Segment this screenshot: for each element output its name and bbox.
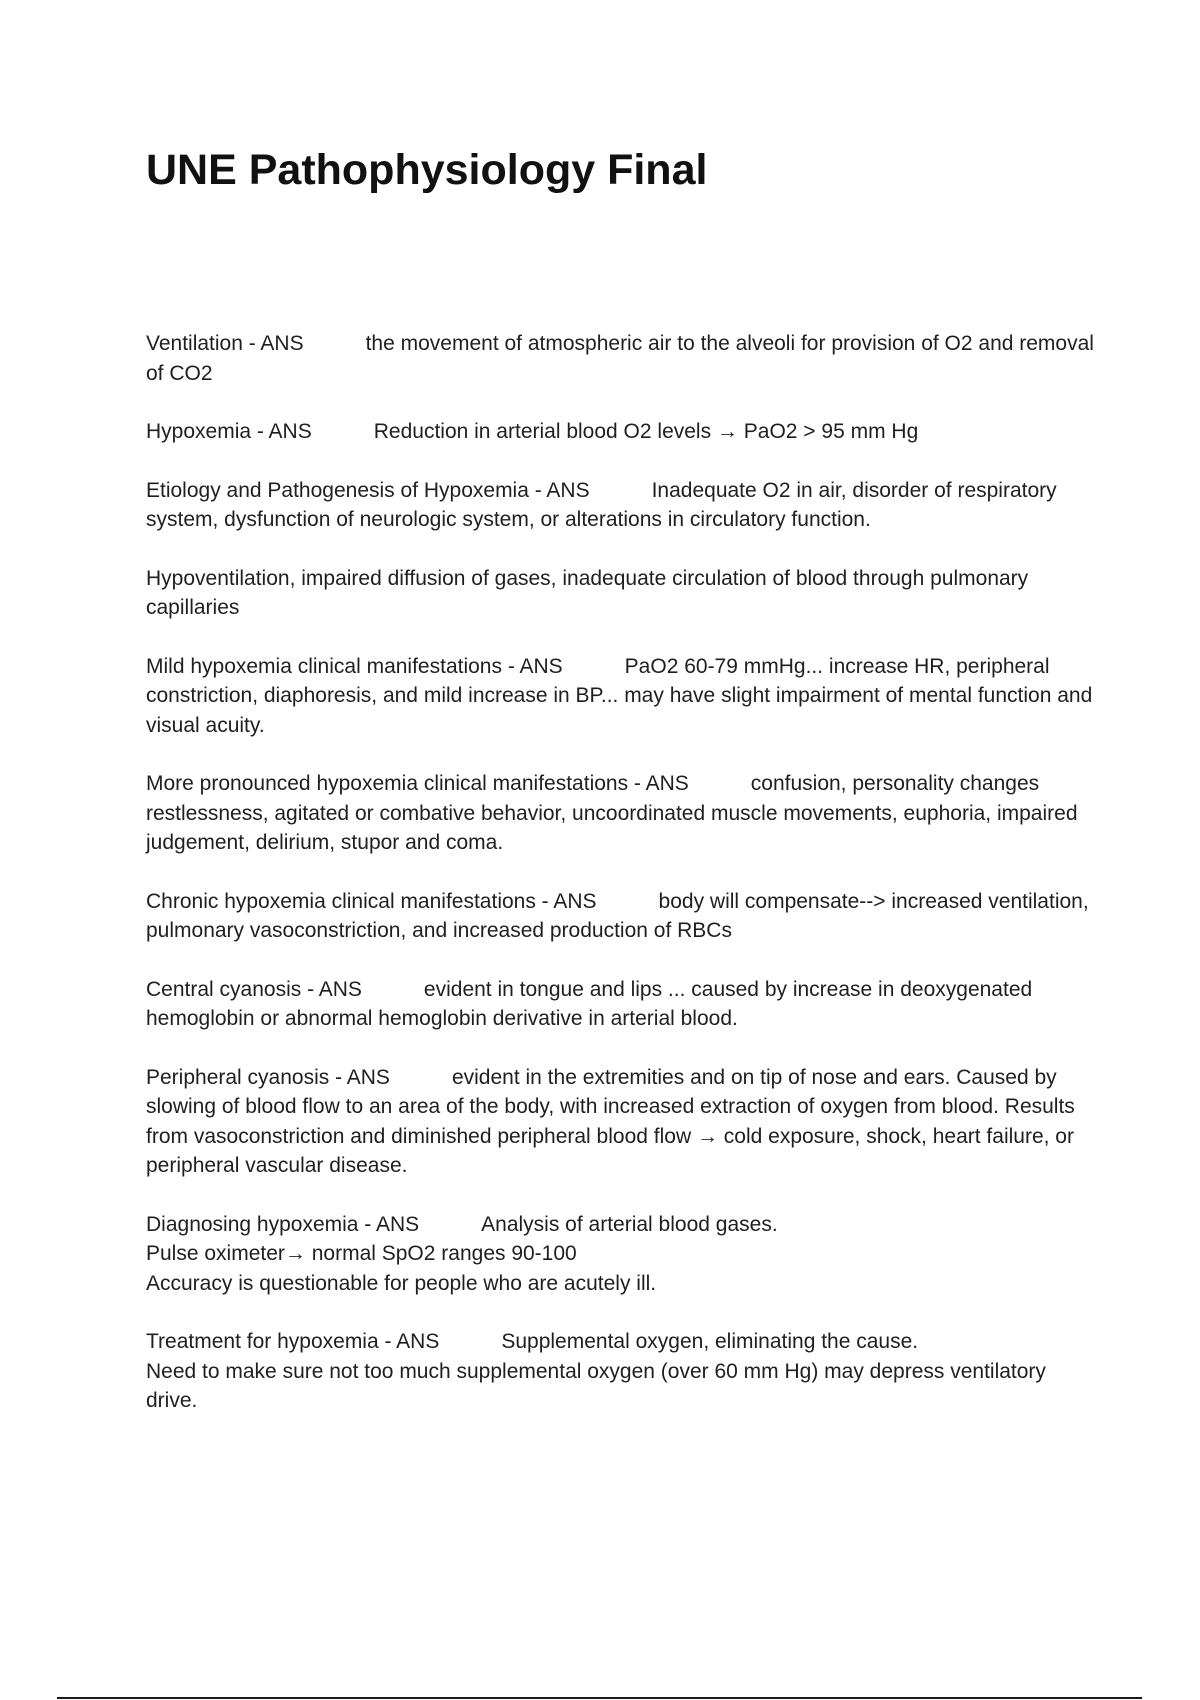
entry-etiology-hypoxemia	[146, 476, 1096, 535]
entry-term: Central cyanosis - ANS	[146, 977, 362, 1001]
entry-term: Mild hypoxemia clinical manifestations - ANS	[146, 654, 563, 678]
page-title: UNE Pathophysiology Final	[146, 146, 708, 194]
entry-hypoxemia	[146, 417, 1096, 447]
entry-definition: the movement of atmospheric air to the alveoli for provision of O2 and removal of CO2	[146, 332, 1094, 385]
entry-term: Diagnosing hypoxemia - ANS	[146, 1212, 420, 1236]
entry-definition: PaO2 60-79 mmHg... increase HR, peripheral constriction, diaphoresis, and mild increase in BP... may have slight impairment of mental function and visual acuity.	[146, 654, 1093, 737]
entry-extra-line: Accuracy is questionable for people who are acutely ill.	[146, 1271, 657, 1295]
entry-treatment-hypoxemia	[146, 1327, 1096, 1416]
entry-term: Treatment for hypoxemia - ANS	[146, 1330, 440, 1353]
entry-definition: Analysis of arterial blood gases.	[481, 1212, 778, 1236]
entry-definition: confusion, personality changes restlessness, agitated or combative behavior, uncoordinated muscle movements, euphoria, impaired judgement, delirium, stupor and coma.	[146, 772, 1078, 854]
entry-extra-line: Need to make sure not too much supplemental oxygen (over 60 mm Hg) may depress ventilatory drive.	[146, 1359, 1046, 1412]
entry-term: Hypoxemia - ANS	[146, 420, 312, 443]
entry-term: Ventilation - ANS	[146, 332, 304, 355]
entry-hypoventilation-note	[146, 564, 1096, 623]
entry-definition: body will compensate--> increased ventilation, pulmonary vasoconstriction, and increased production of RBCs	[146, 889, 1089, 942]
entry-definition: Supplemental oxygen, eliminating the cause.	[501, 1330, 919, 1353]
entry-term: Chronic hypoxemia clinical manifestations - ANS	[146, 889, 597, 913]
entry-term: Etiology and Pathogenesis of Hypoxemia - ANS	[146, 478, 590, 502]
entry-term: Peripheral cyanosis - ANS	[146, 1065, 390, 1089]
footer-divider	[57, 1697, 1142, 1699]
entry-definition: evident in the extremities and on tip of nose and ears. Caused by slowing of blood flow to an area of the body, with increased extraction of oxygen from blood. Results from vasoconstriction and diminished peripheral blood flow → cold exposure, shock, heart failure, or peripheral vascular disease.	[146, 1065, 1075, 1177]
entry-mild-hypoxemia	[146, 652, 1096, 741]
entry-pronounced-hypoxemia	[146, 769, 1096, 858]
entry-peripheral-cyanosis	[146, 1063, 1096, 1181]
entry-diagnosing-hypoxemia	[146, 1210, 1096, 1299]
entry-central-cyanosis	[146, 975, 1096, 1034]
entry-definition: Reduction in arterial blood O2 levels → PaO2 > 95 mm Hg	[373, 420, 919, 443]
entry-definition: evident in tongue and lips ... caused by increase in deoxygenated hemoglobin or abnormal hemoglobin derivative in arterial blood.	[146, 977, 1033, 1030]
entry-chronic-hypoxemia	[146, 887, 1096, 946]
entry-term: More pronounced hypoxemia clinical manifestations - ANS	[146, 772, 689, 795]
entries-list	[146, 329, 1096, 1445]
entry-definition: Inadequate O2 in air, disorder of respiratory system, dysfunction of neurologic system, or alterations in circulatory function.	[146, 478, 1057, 531]
entry-ventilation	[146, 329, 1096, 388]
entry-extra-line: Pulse oximeter→ normal SpO2 ranges 90-100	[146, 1242, 577, 1265]
entry-definition: Hypoventilation, impaired diffusion of gases, inadequate circulation of blood through pulmonary capillaries	[146, 566, 1029, 619]
